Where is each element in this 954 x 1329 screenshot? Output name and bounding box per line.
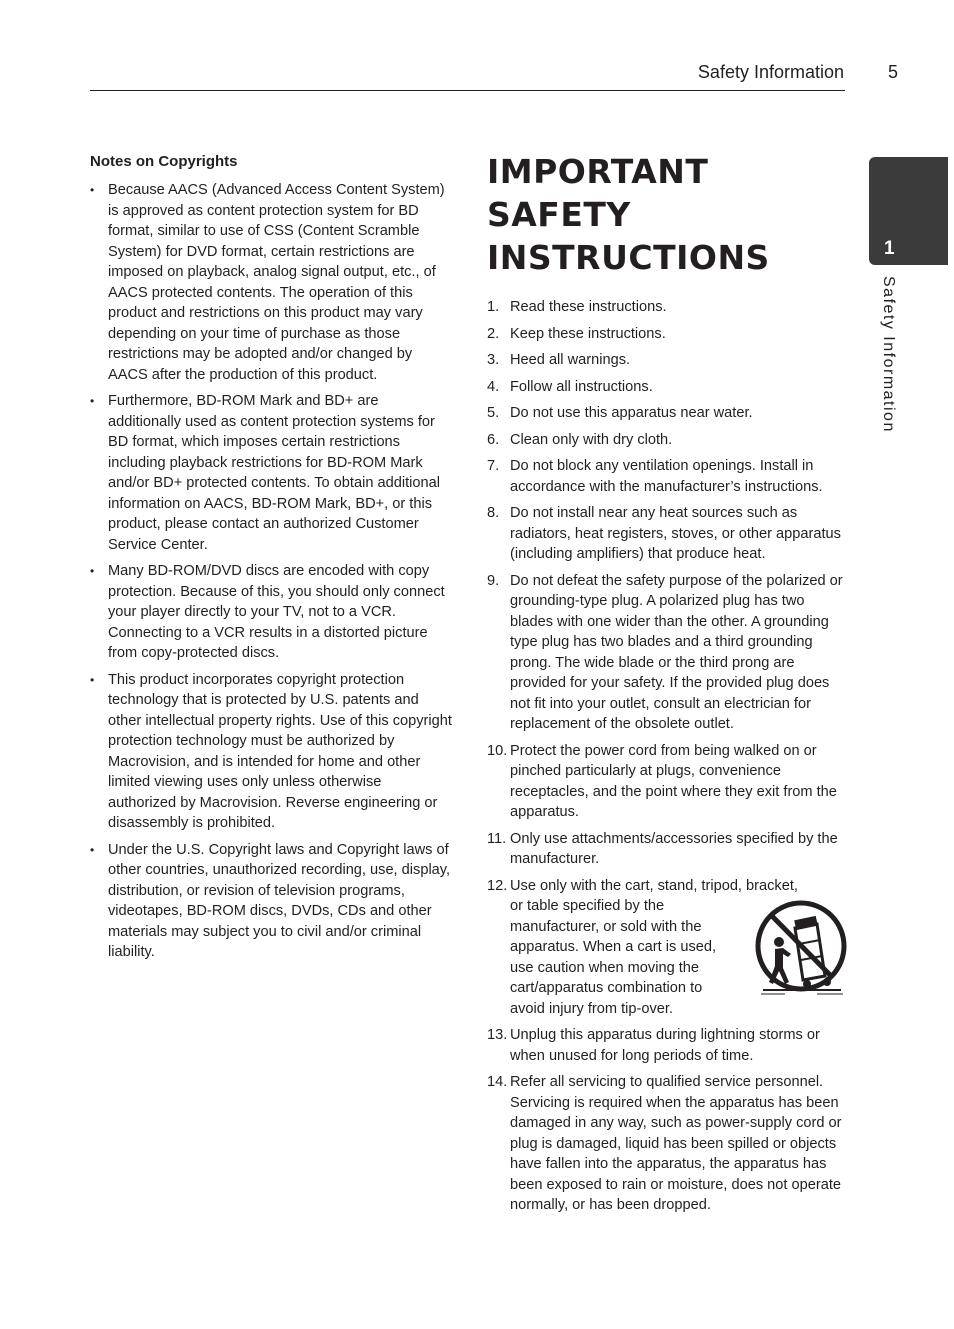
item-text: Do not use this apparatus near water. <box>510 405 753 421</box>
list-item: • Many BD-ROM/DVD discs are encoded with copy protection. Because of this, you should only connect your player directly to your TV, not to a VCR. Connecting to a VCR results in a distorted picture from copy-protected discs. <box>90 561 452 664</box>
list-item <box>487 571 849 735</box>
list-item <box>487 456 849 497</box>
list-item: • Under the U.S. Copyright laws and Copyright laws of other countries, unauthorized recording, use, display, distribution, or revision of television programs, videotapes, BD-ROM discs, DVDs, CDs and other materials may subject you to civil and/or criminal liability. <box>90 840 452 963</box>
list-item <box>487 430 849 451</box>
item-number: 4. <box>487 378 500 395</box>
copyright-list <box>90 180 452 963</box>
list-item <box>487 377 849 398</box>
item-number: 6. <box>487 431 500 448</box>
list-item: • This product incorporates copyright protection technology that is protected by U.S. patents and other intellectual property rights. Use of this copyright protection technology must be authorized by Macrovision, and is intended for home and other limited viewing uses only unless otherwise authorized by Macrovision. Reverse engineering or disassembly is prohibited. <box>90 670 452 834</box>
title-line: INSTRUCTIONS <box>487 238 770 277</box>
item-text: Follow all instructions. <box>510 378 653 395</box>
list-item <box>487 829 849 870</box>
item-number: 5. <box>487 405 500 421</box>
chapter-tab <box>869 157 948 265</box>
chapter-label: Safety Information <box>880 276 897 433</box>
safety-instructions <box>487 150 849 1222</box>
list-item <box>487 1072 849 1216</box>
item-text: Only use attachments/accessories specified by the manufacturer. <box>510 830 838 867</box>
item-text: Clean only with dry cloth. <box>510 431 673 448</box>
item-number: 11. <box>487 830 507 847</box>
item-number: 2. <box>487 325 500 342</box>
item-text: Heed all warnings. <box>510 352 631 368</box>
list-item <box>487 403 849 424</box>
list-item: • Furthermore, BD-ROM Mark and BD+ are additionally used as content protection systems for BD format, which imposes certain restrictions including playback restrictions for BD-ROM Mark and/or BD+ protected contents. To obtain additional information on AACS, BD-ROM Mark, BD+, or this product, please contact an authorized Customer Service Center. <box>90 391 452 555</box>
item-text: Protect the power cord from being walked on or pinched particularly at plugs, convenience receptacles, and the point where they exit from the apparatus. <box>510 742 837 820</box>
item-number: 14. <box>487 1074 508 1090</box>
item-number: 9. <box>487 572 500 589</box>
item-text: Use only with the cart, stand, tripod, bracket, <box>510 877 798 894</box>
item-text: Unplug this apparatus during lightning storms or when unused for long periods of time. <box>510 1027 820 1064</box>
list-item <box>487 741 849 823</box>
cart-tipover-warning-icon <box>755 898 847 1002</box>
item-text: Refer all servicing to qualified service personnel. Servicing is required when the apparatus has been damaged in any way, such as power-supply cord or plug is damaged, liquid has been spilled or objects have fallen into the apparatus, the apparatus has been exposed to rain or moisture, does not operate normally, or has been dropped. <box>510 1074 842 1213</box>
item-number: 1. <box>487 299 500 315</box>
item-number: 8. <box>487 505 500 521</box>
list-item <box>487 876 849 1020</box>
page-title <box>487 150 849 279</box>
list-item <box>487 350 849 371</box>
list-item <box>487 1025 849 1066</box>
chapter-number: 1 <box>884 238 895 259</box>
header-divider <box>90 90 845 91</box>
item-number: 13. <box>487 1027 508 1043</box>
item-text: Do not install near any heat sources such as radiators, heat registers, stoves, or other apparatus (including amplifiers) that produce heat. <box>510 505 841 562</box>
item-text: Read these instructions. <box>510 299 667 315</box>
title-line: IMPORTANT SAFETY <box>487 152 709 234</box>
item-text: Keep these instructions. <box>510 325 666 342</box>
item-text: Do not defeat the safety purpose of the polarized or grounding-type plug. A polarized plug has two blades with one wider than the other. A grounding type plug has two blades and a third grounding prong. The wide blade or the third prong are provided for your safety. If the provided plug does not fit into your outlet, consult an electrician for replacement of the obsolete outlet. <box>510 572 843 732</box>
list-item: • Because AACS (Advanced Access Content System) is approved as content protection system for BD format, similar to use of CSS (Content Scramble System) for DVD format, certain restrictions are imposed on playback, analog signal output, etc., of AACS protected contents. The operation of this product and restrictions on this product may vary depending on your time of purchase as those restrictions may be adopted and/or changed by AACS after the production of this product. <box>90 180 452 385</box>
instruction-list <box>487 297 849 1216</box>
copyright-heading: Notes on Copyrights <box>90 153 238 170</box>
item-number: 10. <box>487 742 508 759</box>
header-title: Safety Information <box>697 62 844 82</box>
item-number: 7. <box>487 458 500 474</box>
copyright-notes <box>90 152 452 969</box>
page-number: 5 <box>888 62 899 82</box>
item-text: Do not block any ventilation openings. Install in accordance with the manufacturer’s instructions. <box>510 458 823 495</box>
list-item <box>487 297 849 318</box>
item-number: 3. <box>487 352 500 368</box>
list-item <box>487 324 849 345</box>
item-text: or table specified by the manufacturer, or sold with the apparatus. When a cart is used, use caution when moving the cart/apparatus combination to avoid injury from tip-over. <box>510 898 717 1017</box>
item-number: 12. <box>487 877 508 894</box>
list-item <box>487 503 849 565</box>
